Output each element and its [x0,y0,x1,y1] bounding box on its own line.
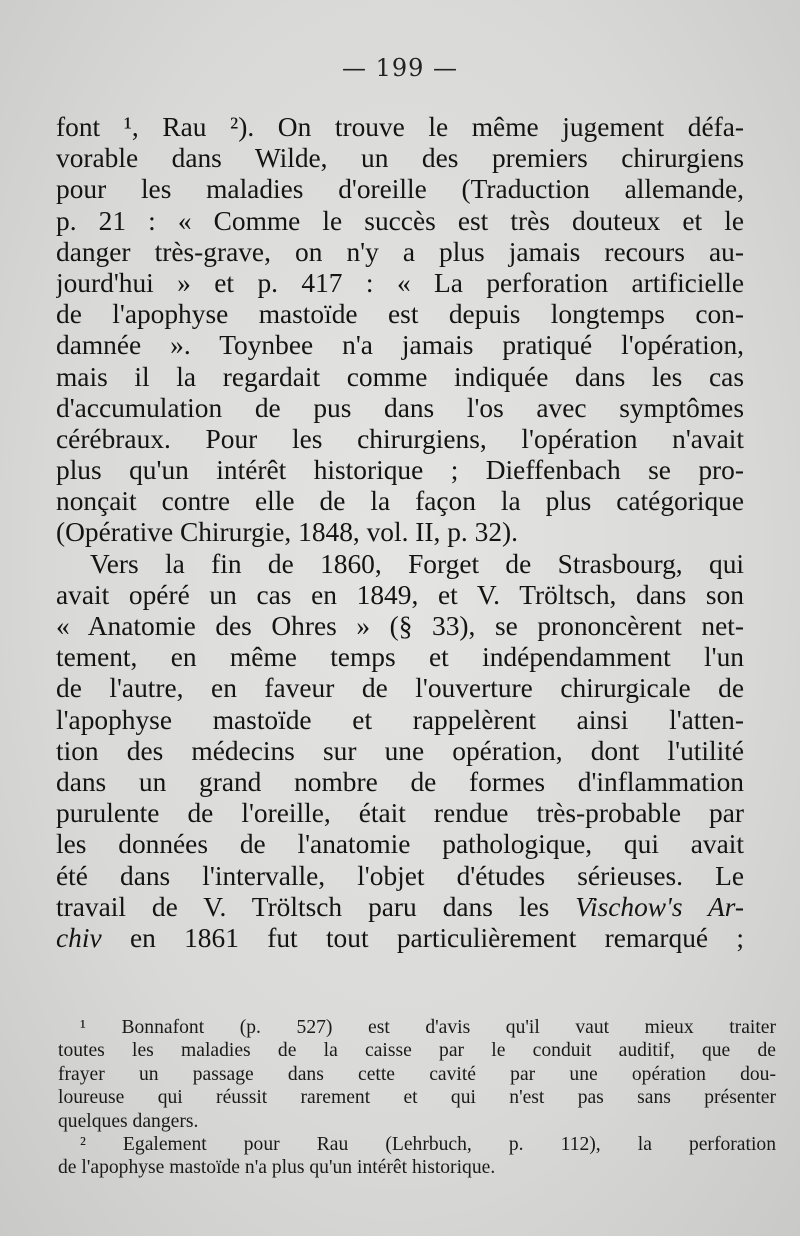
footnotes [58,1016,776,1180]
text-line: chiv en 1861 fut tout particulièrement remarqué ; [56,922,744,953]
text-line: les données de l'anatomie pathologique, qui avait [56,829,744,860]
text-line: « Anatomie des Ohres » (§ 33), se prononcèrent net- [56,611,744,641]
text-line: plus qu'un intérêt historique ; Dieffenbach se pro- [56,455,744,486]
text-line: avait opéré un cas en 1849, et V. Tröltsch, dans son [56,579,744,610]
text-line: dans un grand nombre de formes d'inflammation [56,766,744,797]
text-line: l'apophyse mastoïde et rappelèrent ainsi l'atten- [56,704,744,735]
text-line: damnée ». Toynbee n'a jamais pratiqué l'opération, [56,330,744,361]
footnote-1-line: loureuse qui réussit rarement et qui n'est pas sans présenter [58,1087,776,1109]
text-line: p. 21 : « Comme le succès est très douteux et le [56,205,744,236]
text-line: pour les maladies d'oreille (Traduction allemande, [56,174,744,205]
text-line: (Opérative Chirurgie, 1848, vol. II, p. 32). [56,517,518,548]
text-line: tion des médecins sur une opération, dont l'utilité [56,735,744,766]
text-line: purulente de l'oreille, était rendue très-probable par [56,798,744,829]
footnote-1-line: frayer un passage dans cette cavité par une opération dou- [58,1063,776,1085]
text-line: de l'autre, en faveur de l'ouverture chirurgicale de [56,673,744,704]
text-line: font ¹, Rau ²). On trouve le même jugement défa- [56,112,744,142]
text-line: cérébraux. Pour les chirurgiens, l'opération n'avait [56,423,744,454]
text-line: tement, en même temps et indépendamment l'un [56,642,744,673]
page-number: — 199 — [341,54,459,82]
footnote-1-line: quelques dangers. [58,1110,199,1132]
text-line: danger très-grave, on n'y a plus jamais recours au- [56,236,744,267]
footnote-2-line: de l'apophyse mastoïde n'a plus qu'un intérêt historique. [58,1157,496,1179]
footnote-1-line: toutes les maladies de la caisse par le conduit auditif, que de [58,1040,776,1062]
text-line: nonçait contre elle de la façon la plus catégorique [56,486,744,517]
text-line: travail de V. Tröltsch paru dans les Vischow's Ar- [56,891,744,922]
text-line: vorable dans Wilde, un des premiers chirurgiens [56,143,744,174]
text-line: mais il la regardait comme indiquée dans les cas [56,361,744,392]
footnote-2-line: ² Egalement pour Rau (Lehrbuch, p. 112), la perforation [80,1133,776,1155]
text-line: jourd'hui » et p. 417 : « La perforation artificielle [56,267,744,298]
text-line: été dans l'intervalle, l'objet d'études sérieuses. Le [56,860,744,891]
text-line: de l'apophyse mastoïde est depuis longtemps con- [56,299,744,330]
footnote-1-line: ¹ Bonnafont (p. 527) est d'avis qu'il vaut mieux traiter [80,1017,776,1038]
text-line: d'accumulation de pus dans l'os avec symptômes [56,392,744,423]
body-text [56,112,744,954]
paragraph-first-line: Vers la fin de 1860, Forget de Strasbourg, qui [90,548,744,579]
